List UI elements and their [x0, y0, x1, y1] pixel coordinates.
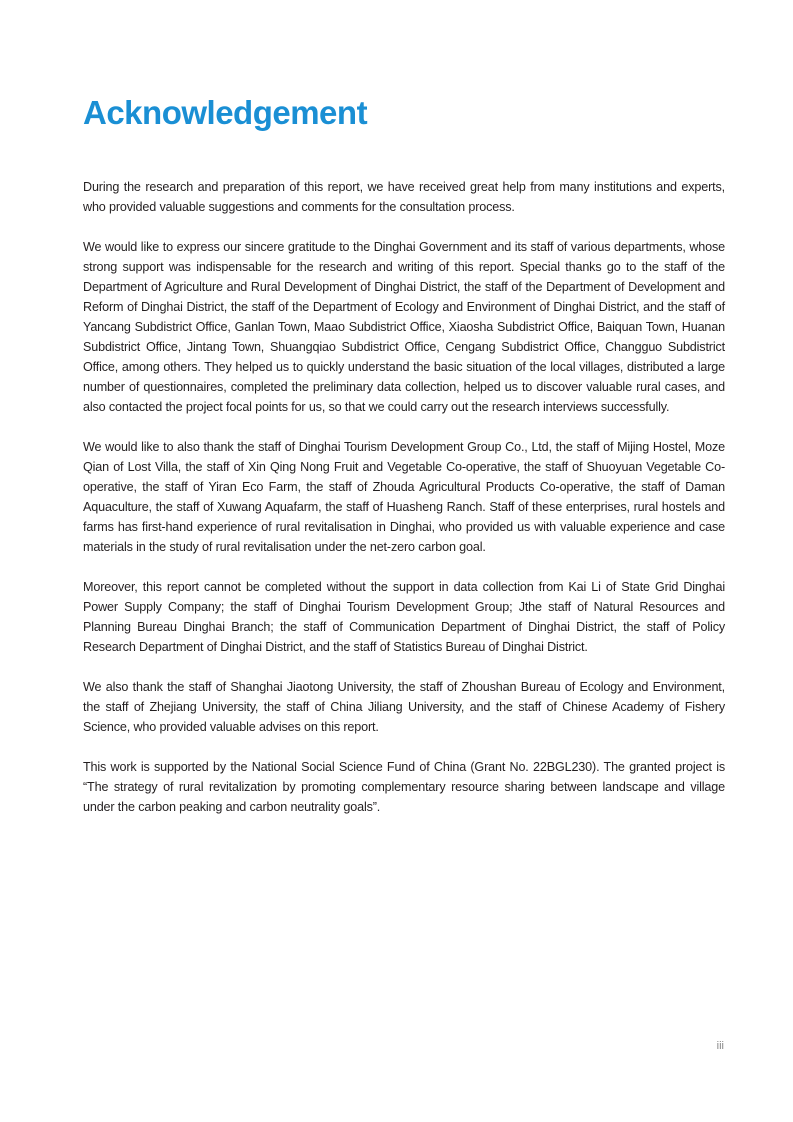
paragraph-academic-thanks: We also thank the staff of Shanghai Jiaotong University, the staff of Zhoushan Bureau of Ecology and Environment, the staff of Zhejiang University, the staff of China Jiliang University, and the staff of Chinese Academy of Fishery Science, who provided valuable advises on this report. [83, 680, 725, 734]
paragraph-enterprise-thanks: We would like to also thank the staff of Dinghai Tourism Development Group Co., Ltd, the staff of Mijing Hostel, Moze Qian of Lost Villa, the staff of Xin Qing Nong Fruit and Vegetable Co-operative, the staff of Shuoyuan Vegetable Co-operative, the staff of Yiran Eco Farm, the staff of Zhouda Agricultural Products Co-operative, the staff of Daman Aquaculture, the staff of Xuwang Aquafarm, the staff of Huasheng Ranch. Staff of these enterprises, rural hostels and farms has first-hand experience of rural revitalisation in Dinghai, who provided us with valuable experience and case materials in the study of rural revitalisation under the net-zero carbon goal. [83, 440, 725, 554]
paragraph-data-support: Moreover, this report cannot be completed without the support in data collection from Kai Li of State Grid Dinghai Power Supply Company; the staff of Dinghai Tourism Development Group; Jthe staff of Natural Resources and Planning Bureau Dinghai Branch; the staff of Communication Department of Dinghai District, the staff of Policy Research Department of Dinghai District, and the staff of Statistics Bureau of Dinghai District. [83, 580, 725, 654]
paragraph-government-thanks: We would like to express our sincere gratitude to the Dinghai Government and its staff of various departments, whose strong support was indispensable for the research and writing of this report. Special thanks go to the staff of the Department of Agriculture and Rural Development of Dinghai District, the staff of the Department of Development and Reform of Dinghai District, the staff of the Department of Ecology and Environment of Dinghai District, and the staff of Yancang Subdistrict Office, Ganlan Town, Maao Subdistrict Office, Xiaosha Subdistrict Office, Baiquan Town, Huanan Subdistrict Office, Jintang Town, Shuangqiao Subdistrict Office, Cengang Subdistrict Office, Changguo Subdistrict Office, among others. They helped us to quickly understand the basic situation of the local villages, distributed a large number of questionnaires, completed the preliminary data collection, helped us to discover valuable rural cases, and also contacted the project focal points for us, so that we could carry out the research interviews successfully. [83, 240, 725, 414]
paragraph-funding: This work is supported by the National Social Science Fund of China (Grant No. 22BGL230). The granted project is “The strategy of rural revitalization by promoting complementary resource sharing between landscape and village under the carbon peaking and carbon neutrality goals”. [83, 760, 725, 814]
paragraph-intro: During the research and preparation of this report, we have received great help from many institutions and experts, who provided valuable suggestions and comments for the consultation process. [83, 180, 725, 214]
page-title: Acknowledgement [83, 94, 368, 131]
page-number: iii [716, 1040, 724, 1052]
acknowledgement-body [83, 177, 725, 837]
